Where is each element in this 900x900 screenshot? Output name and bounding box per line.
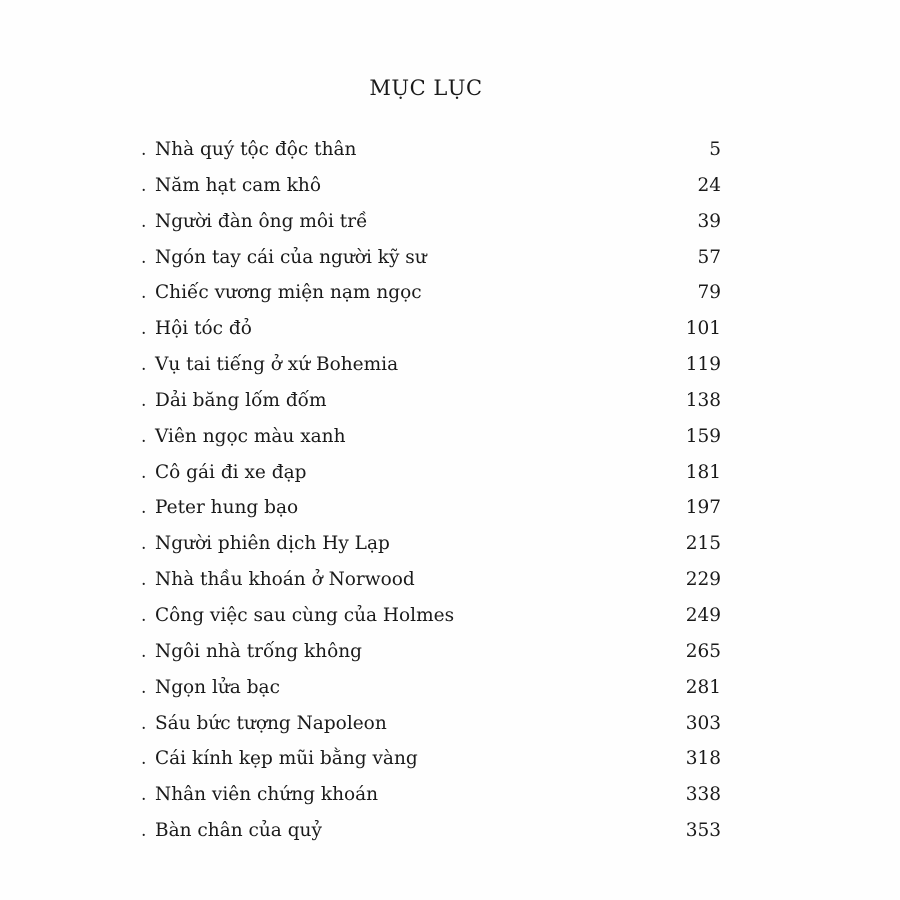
toc-entry-page-number: 338	[685, 784, 721, 806]
toc-entry-page-number: 249	[685, 604, 721, 626]
toc-entry-page-number: 303	[685, 712, 721, 734]
toc-entry-page-number: 39	[697, 210, 721, 232]
toc-entry	[141, 603, 721, 639]
toc-entry-page-number: 79	[697, 282, 721, 304]
toc-bullet: .	[141, 426, 147, 447]
toc-entry-title: Năm hạt cam khô	[155, 174, 321, 196]
toc-bullet: .	[141, 283, 147, 304]
toc-entry-page-number: 318	[685, 748, 721, 770]
toc-entry	[141, 531, 721, 567]
toc-bullet: .	[141, 498, 147, 519]
toc-entry-title: Cô gái đi xe đạp	[155, 461, 307, 483]
toc-bullet: .	[141, 677, 147, 698]
toc-entry-title: Dải băng lốm đốm	[155, 389, 327, 411]
toc-entry	[141, 818, 721, 854]
toc-entry-page-number: 281	[685, 676, 721, 698]
toc-entry-title: Vụ tai tiếng ở xứ Bohemia	[155, 354, 399, 376]
toc-entry-page-number: 229	[685, 569, 721, 591]
toc-entry-page-number: 101	[685, 318, 721, 340]
toc-entry	[141, 209, 721, 245]
toc-entry	[141, 173, 721, 209]
toc-entry	[141, 460, 721, 496]
toc-entry-title: Nhà thầu khoán ở Norwood	[155, 569, 415, 591]
toc-entry-page-number: 159	[685, 425, 721, 447]
toc-entry	[141, 316, 721, 352]
toc-bullet: .	[141, 319, 147, 340]
toc-entry-title: Nhân viên chứng khoán	[155, 784, 379, 806]
toc-entry-page-number: 265	[685, 640, 721, 662]
toc-entry-title: Ngọn lửa bạc	[155, 676, 280, 698]
toc-bullet: .	[141, 247, 147, 268]
toc-bullet: .	[141, 749, 147, 770]
toc-entry-title: Hội tóc đỏ	[155, 318, 252, 340]
toc-bullet: .	[141, 785, 147, 806]
toc-entry	[141, 711, 721, 747]
toc-entry-page-number: 215	[685, 533, 721, 555]
toc-bullet: .	[141, 175, 147, 196]
toc-bullet: .	[141, 462, 147, 483]
toc-bullet: .	[141, 605, 147, 626]
toc-entry	[141, 567, 721, 603]
table-of-contents	[141, 137, 721, 854]
toc-entry-page-number: 5	[709, 139, 721, 160]
toc-entry-title: Nhà quý tộc độc thân	[155, 139, 357, 160]
toc-entry-title: Người phiên dịch Hy Lạp	[155, 533, 390, 555]
toc-entry-page-number: 119	[685, 354, 721, 376]
toc-entry	[141, 424, 721, 460]
page-title: MỤC LỤC	[369, 76, 483, 101]
toc-entry	[141, 495, 721, 531]
toc-entry	[141, 137, 721, 173]
toc-entry-title: Người đàn ông môi trề	[155, 210, 368, 232]
toc-entry-page-number: 24	[697, 174, 721, 196]
toc-entry-title: Ngón tay cái của người kỹ sư	[155, 246, 427, 268]
toc-bullet: .	[141, 570, 147, 591]
toc-bullet: .	[141, 390, 147, 411]
toc-entry	[141, 675, 721, 711]
toc-entry-page-number: 197	[685, 497, 721, 519]
toc-entry-title: Ngôi nhà trống không	[155, 640, 362, 662]
toc-bullet: .	[141, 641, 147, 662]
toc-bullet: .	[141, 140, 147, 160]
toc-entry-page-number: 57	[697, 246, 721, 268]
toc-entry-title: Công việc sau cùng của Holmes	[155, 604, 455, 626]
toc-entry	[141, 388, 721, 424]
toc-bullet: .	[141, 355, 147, 376]
toc-entry-page-number: 181	[685, 461, 721, 483]
toc-entry-title: Sáu bức tượng Napoleon	[155, 712, 387, 734]
toc-entry	[141, 639, 721, 675]
toc-entry-page-number: 138	[685, 389, 721, 411]
toc-entry	[141, 746, 721, 782]
toc-entry	[141, 352, 721, 388]
toc-bullet: .	[141, 534, 147, 555]
toc-entry-title: Peter hung bạo	[155, 497, 299, 519]
toc-bullet: .	[141, 713, 147, 734]
toc-entry	[141, 245, 721, 281]
toc-entry-title: Chiếc vương miện nạm ngọc	[155, 282, 422, 304]
toc-entry-title: Bàn chân của quỷ	[155, 820, 322, 842]
toc-entry	[141, 782, 721, 818]
toc-entry-title: Viên ngọc màu xanh	[155, 425, 346, 447]
toc-entry-page-number: 353	[685, 820, 721, 842]
toc-entry	[141, 280, 721, 316]
toc-bullet: .	[141, 821, 147, 842]
toc-bullet: .	[141, 211, 147, 232]
toc-entry-title: Cái kính kẹp mũi bằng vàng	[155, 748, 418, 770]
